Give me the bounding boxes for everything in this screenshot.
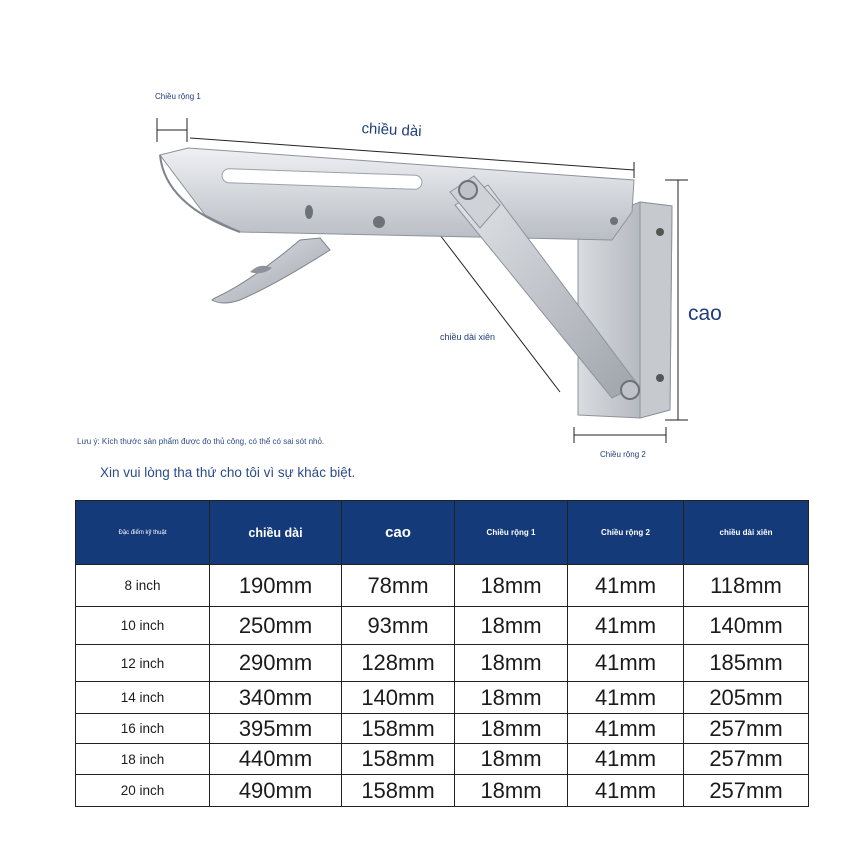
- label-height: cao: [688, 302, 722, 325]
- cell-size: 10 inch: [76, 607, 210, 645]
- header-width-1: Chiều rộng 1: [455, 501, 568, 565]
- cell-width-1: 18mm: [455, 645, 568, 682]
- table-header-row: [76, 501, 809, 565]
- header-diagonal: chiều dài xiên: [684, 501, 809, 565]
- cell-length: 250mm: [210, 607, 342, 645]
- cell-diagonal: 118mm: [684, 565, 809, 607]
- cell-size: 16 inch: [76, 714, 210, 744]
- cell-width-2: 41mm: [568, 607, 684, 645]
- release-lever: [212, 238, 330, 303]
- header-length: chiều dài: [210, 501, 342, 565]
- label-diagonal-length: chiều dài xiên: [440, 332, 496, 342]
- cell-diagonal: 257mm: [684, 714, 809, 744]
- cell-height: 158mm: [342, 714, 455, 744]
- cell-height: 128mm: [342, 645, 455, 682]
- cell-size: 12 inch: [76, 645, 210, 682]
- cell-height: 140mm: [342, 682, 455, 714]
- cell-length: 490mm: [210, 775, 342, 807]
- cell-size: 18 inch: [76, 744, 210, 775]
- label-width-2: Chiều rộng 2: [600, 450, 646, 459]
- cell-length: 190mm: [210, 565, 342, 607]
- cell-length: 290mm: [210, 645, 342, 682]
- cell-width-2: 41mm: [568, 682, 684, 714]
- cell-diagonal: 257mm: [684, 775, 809, 807]
- cell-width-2: 41mm: [568, 714, 684, 744]
- table-row: [76, 607, 809, 645]
- cell-height: 158mm: [342, 775, 455, 807]
- table-row: [76, 775, 809, 807]
- cell-diagonal: 205mm: [684, 682, 809, 714]
- cell-width-2: 41mm: [568, 645, 684, 682]
- header-width-2: Chiều rộng 2: [568, 501, 684, 565]
- cell-height: 93mm: [342, 607, 455, 645]
- cell-width-1: 18mm: [455, 565, 568, 607]
- cell-height: 158mm: [342, 744, 455, 775]
- cell-width-1: 18mm: [455, 607, 568, 645]
- top-rail: [160, 148, 634, 240]
- table-row: [76, 682, 809, 714]
- cell-width-1: 18mm: [455, 714, 568, 744]
- cell-width-1: 18mm: [455, 744, 568, 775]
- cell-diagonal: 185mm: [684, 645, 809, 682]
- cell-width-1: 18mm: [455, 775, 568, 807]
- cell-size: 14 inch: [76, 682, 210, 714]
- cell-length: 395mm: [210, 714, 342, 744]
- table-row: [76, 714, 809, 744]
- cell-length: 440mm: [210, 744, 342, 775]
- cell-width-2: 41mm: [568, 775, 684, 807]
- spec-table: [75, 500, 809, 807]
- cell-width-2: 41mm: [568, 744, 684, 775]
- cell-diagonal: 257mm: [684, 744, 809, 775]
- cell-width-2: 41mm: [568, 565, 684, 607]
- cell-size: 20 inch: [76, 775, 210, 807]
- table-row: [76, 645, 809, 682]
- cell-width-1: 18mm: [455, 682, 568, 714]
- header-height: cao: [342, 501, 455, 565]
- label-length: chiều dài: [361, 120, 422, 141]
- cell-length: 340mm: [210, 682, 342, 714]
- table-row: [76, 744, 809, 775]
- cell-size: 8 inch: [76, 565, 210, 607]
- measurement-note: Lưu ý: Kích thước sản phẩm được đo thủ công, có thể có sai sót nhỏ.: [77, 437, 325, 446]
- label-width-1: Chiều rộng 1: [155, 92, 201, 101]
- header-spec: Đặc điểm kỹ thuật: [76, 501, 210, 565]
- apology-text: Xin vui lòng tha thứ cho tôi vì sự khác biệt.: [100, 465, 356, 480]
- table-row: [76, 565, 809, 607]
- cell-height: 78mm: [342, 565, 455, 607]
- cell-diagonal: 140mm: [684, 607, 809, 645]
